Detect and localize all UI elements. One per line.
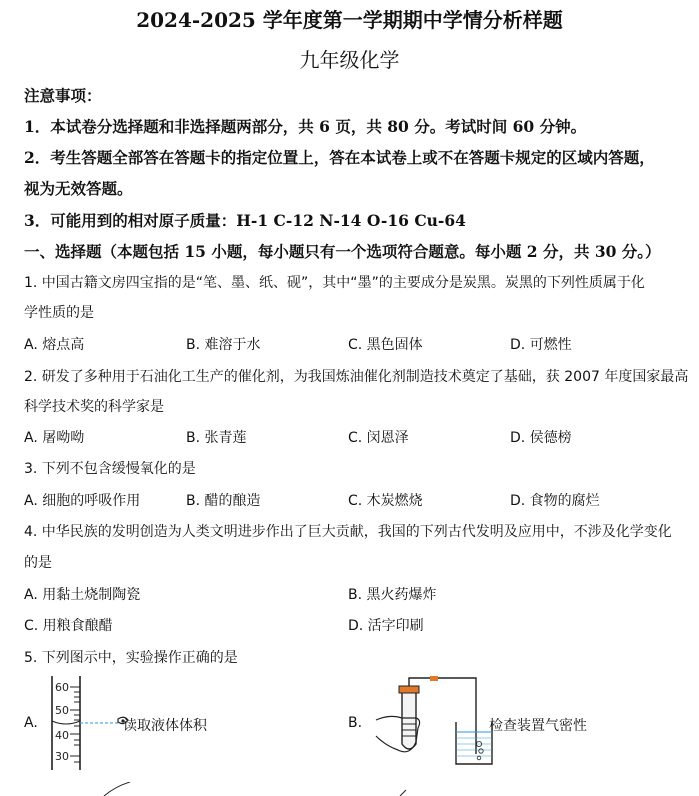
q1-option-c: C. 黑色固体 [348, 337, 423, 353]
notice-item-1: 1．本试卷分选择题和非选择题两部分，共 6 页，共 80 分。考试时间 60 分钟。 [24, 117, 587, 136]
cylinder-tick-50: 50 [55, 704, 69, 717]
airtightness-apparatus-figure [370, 676, 495, 772]
q1-option-b: B. 难溶于水 [186, 337, 261, 353]
q5-option-a-label: A. [24, 715, 38, 731]
q4-option-b: B. 黑火药爆炸 [348, 587, 437, 603]
graduated-cylinder-figure [40, 674, 130, 774]
cylinder-tick-30: 30 [55, 750, 69, 763]
notice-item-3: 3．可能用到的相对原子质量：H-1 C-12 N-14 O-16 Cu-64 [24, 211, 466, 230]
q3-option-c: C. 木炭燃烧 [348, 493, 423, 509]
q5-option-b-caption: 检查装置气密性 [489, 718, 587, 734]
question-1-line-1: 1. 中国古籍文房四宝指的是“笔、墨、纸、砚”，其中“墨”的主要成分是炭黑。炭黑的下列性质属于化 [24, 275, 645, 291]
section-heading: 一、选择题（本题包括 15 小题，每小题只有一个选项符合题意。每小题 2 分，共 30 分。） [24, 242, 661, 261]
q5-option-b-label: B. [348, 715, 363, 731]
cut-off-figures [100, 782, 420, 796]
q1-option-d: D. 可燃性 [510, 337, 572, 353]
notice-item-2-cont: 视为无效答题。 [24, 179, 133, 198]
q4-option-a: A. 用黏土烧制陶瓷 [24, 587, 141, 603]
question-2-line-1: 2. 研发了多种用于石油化工生产的催化剂，为我国炼油催化剂制造技术奠定了基础，获 2007 年度国家最高 [24, 369, 689, 385]
notice-heading: 注意事项： [24, 86, 102, 105]
notice-item-2: 2．考生答题全部答在答题卡的指定位置上，答在本试卷上或不在答题卡规定的区域内答题， [24, 148, 655, 167]
q2-option-c: C. 闵恩泽 [348, 430, 409, 446]
q4-option-d: D. 活字印刷 [348, 618, 424, 634]
q2-option-d: D. 侯德榜 [510, 430, 572, 446]
q3-option-d: D. 食物的腐烂 [510, 493, 600, 509]
q3-option-a: A. 细胞的呼吸作用 [24, 493, 141, 509]
q3-option-b: B. 醋的酿造 [186, 493, 261, 509]
q2-option-a: A. 屠呦呦 [24, 430, 85, 446]
cylinder-tick-60: 60 [55, 681, 69, 694]
question-5-line-1: 5. 下列图示中，实验操作正确的是 [24, 650, 238, 666]
q1-option-a: A. 熔点高 [24, 337, 85, 353]
q5-option-a-caption: 读取液体体积 [123, 718, 207, 734]
question-4-line-2: 的是 [24, 555, 52, 571]
question-2-line-2: 科学技术奖的科学家是 [24, 399, 164, 415]
q2-option-b: B. 张青莲 [186, 430, 247, 446]
question-1-line-2: 学性质的是 [24, 305, 94, 321]
exam-subtitle: 九年级化学 [299, 48, 400, 72]
q4-option-c: C. 用粮食酿醋 [24, 618, 113, 634]
question-4-line-1: 4. 中华民族的发明创造为人类文明进步作出了巨大贡献，我国的下列古代发明及应用中，不涉及化学变化 [24, 524, 672, 540]
question-3-line-1: 3. 下列不包含缓慢氧化的是 [24, 461, 196, 477]
exam-title: 2024-2025 学年度第一学期期中学情分析样题 [136, 8, 563, 32]
cylinder-tick-40: 40 [55, 729, 69, 742]
